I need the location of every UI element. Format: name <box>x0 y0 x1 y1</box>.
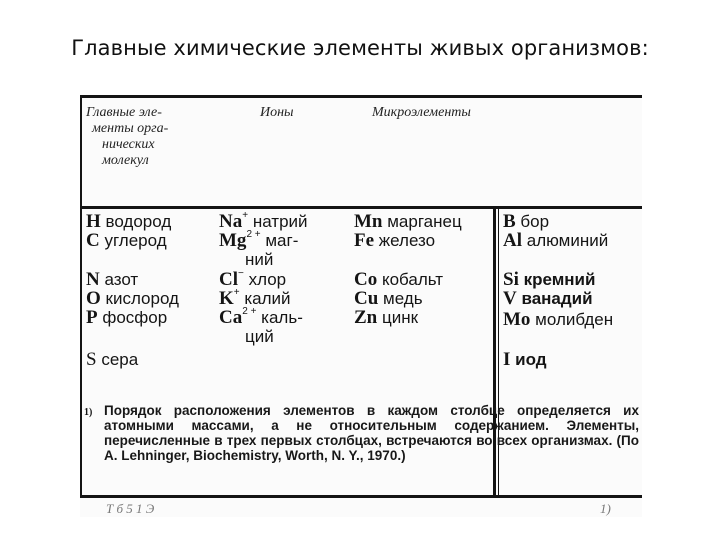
micro-row <box>503 232 608 251</box>
micro-row <box>354 213 462 232</box>
micro-symbol: Mn <box>354 211 383 232</box>
header-ions: Ионы <box>260 105 294 120</box>
element-symbol: C <box>86 230 100 251</box>
micro-symbol: I <box>503 349 511 370</box>
micro-row <box>503 290 593 309</box>
element-symbol: S <box>86 349 97 370</box>
table-top-rule <box>80 95 642 98</box>
micro-symbol: Mo <box>503 309 531 330</box>
micro-symbol: Al <box>503 230 522 251</box>
element-name: азот <box>104 270 139 289</box>
element-symbol: P <box>86 307 98 328</box>
ion-name: каль- <box>261 308 303 327</box>
ion-name: калий <box>244 289 291 308</box>
micro-name: цинк <box>381 308 419 327</box>
table-left-rule <box>80 95 82 498</box>
micro-name: ванадий <box>521 289 593 308</box>
ion-name: натрий <box>252 212 308 231</box>
table-bottom-rule <box>80 495 642 498</box>
micro-row <box>503 351 547 370</box>
micro-symbol: Co <box>354 269 378 290</box>
ion-name: хлор <box>248 270 287 289</box>
elements-table-image <box>80 95 642 517</box>
ion-name-continuation: ций <box>245 327 274 346</box>
micro-symbol: Si <box>503 269 519 290</box>
micro-row <box>354 271 443 290</box>
micro-name: кремний <box>523 270 596 289</box>
element-row <box>86 271 138 290</box>
element-row <box>86 232 167 251</box>
element-name: сера <box>101 350 139 369</box>
micro-row <box>354 309 418 328</box>
micro-row <box>503 311 613 330</box>
micro-symbol: Fe <box>354 230 375 251</box>
element-name: фосфор <box>102 308 168 327</box>
micro-row <box>354 290 423 309</box>
ion-charge: − <box>238 268 244 280</box>
micro-row <box>503 213 549 232</box>
ion-charge: + <box>233 287 240 299</box>
element-symbol: N <box>86 269 100 290</box>
element-name: кислород <box>105 289 179 308</box>
element-symbol: H <box>86 211 101 232</box>
cut-off-caption-left: Т б 5 1 Э <box>106 501 155 516</box>
ion-symbol: Ca <box>219 307 243 328</box>
element-row <box>86 213 171 232</box>
micro-symbol: B <box>503 211 516 232</box>
ion-symbol: Cl <box>219 269 238 290</box>
micro-name: бор <box>520 212 550 231</box>
micro-name: иод <box>515 350 547 369</box>
ion-symbol: K <box>219 288 234 309</box>
micro-symbol: Cu <box>354 288 379 309</box>
ion-row <box>219 268 287 290</box>
header-main-line: нических <box>102 137 155 152</box>
ion-name-continuation: ний <box>245 250 274 269</box>
footnote-mark: 1) <box>84 407 93 418</box>
header-main-elements <box>86 105 206 169</box>
header-main-line: молекул <box>102 153 149 168</box>
micro-name: марганец <box>387 212 462 231</box>
micro-row <box>503 271 595 290</box>
micro-name: медь <box>383 289 423 308</box>
header-microelements: Микроэлементы <box>372 105 471 120</box>
micro-row <box>354 232 435 251</box>
micro-name: железо <box>378 231 436 250</box>
ion-charge: 2 + <box>246 229 261 241</box>
element-row <box>86 351 138 370</box>
header-main-line: менты орга- <box>92 121 169 136</box>
ion-row <box>219 306 303 328</box>
ion-charge: 2 + <box>242 306 257 318</box>
footnote-text: Порядок расположения элементов в каждом столбце определяется их атомными массами, а не относительным содержанием. Элементы, перечисленные в трех первых столбцах, встречаются во всех организмах. (По A. Lehninger, Biochemistry, Worth, N. Y., 1970.) <box>104 403 639 463</box>
element-row <box>86 290 179 309</box>
ion-row <box>219 229 299 251</box>
cut-off-caption-right: 1) <box>600 501 611 516</box>
ion-charge: + <box>242 210 249 222</box>
slide-title: Главные химические элементы живых организмов: <box>71 36 649 60</box>
table-header-rule <box>80 206 642 209</box>
micro-name: алюминий <box>526 231 609 250</box>
header-main-line: Главные эле- <box>86 105 162 120</box>
element-row <box>86 309 167 328</box>
micro-name: молибден <box>535 310 614 329</box>
ion-symbol: Mg <box>219 230 247 251</box>
ion-name: маг- <box>265 231 299 250</box>
ion-symbol: Na <box>219 211 243 232</box>
element-name: углерод <box>104 231 167 250</box>
ion-row <box>219 210 308 232</box>
element-symbol: O <box>86 288 101 309</box>
micro-symbol: Zn <box>354 307 378 328</box>
micro-symbol: V <box>503 288 517 309</box>
micro-name: кобальт <box>381 270 444 289</box>
element-name: водород <box>105 212 172 231</box>
